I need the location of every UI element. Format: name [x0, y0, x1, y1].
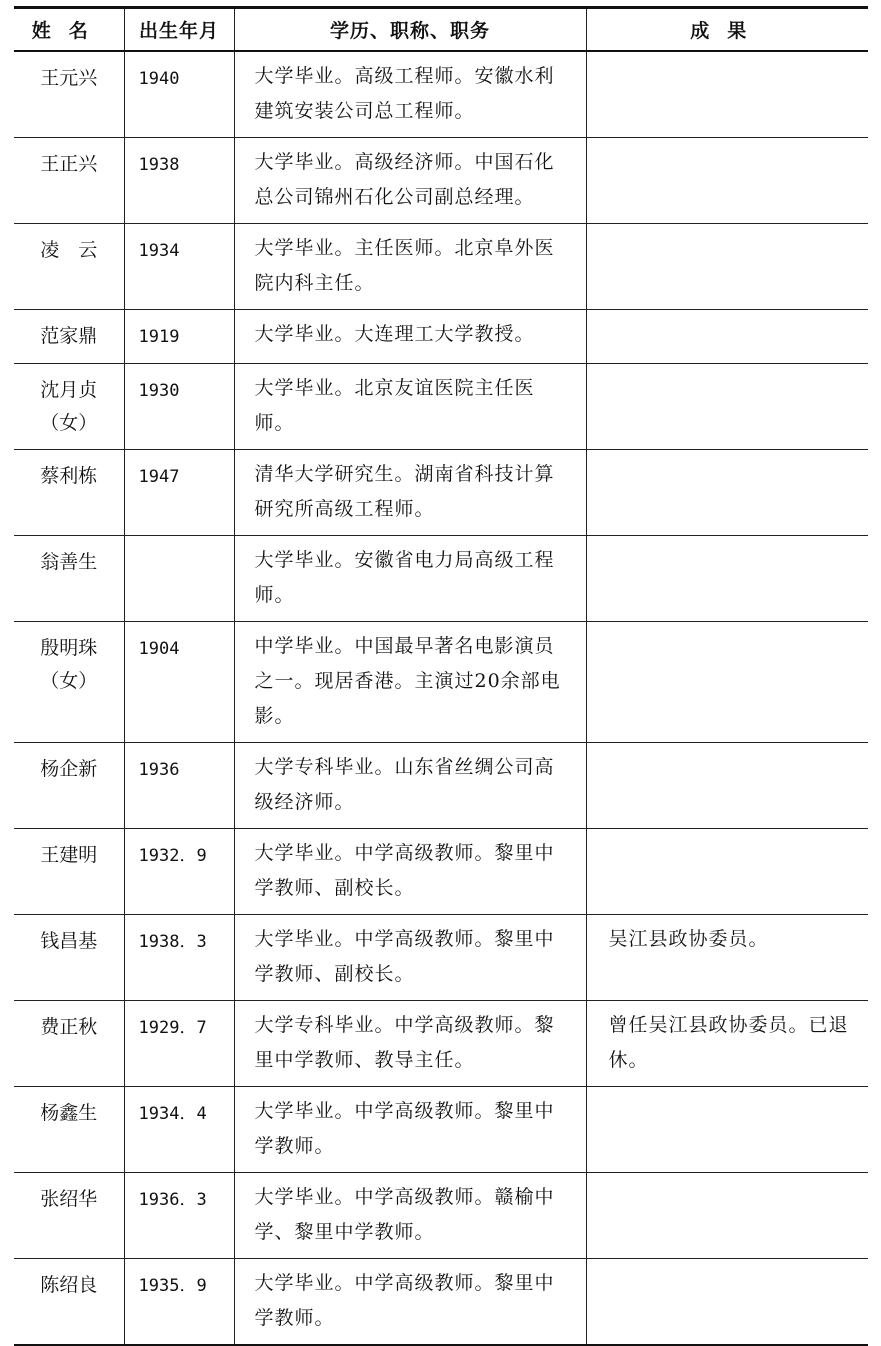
cell-birth: 1934．4 — [124, 1086, 234, 1172]
cell-education: 大学专科毕业。山东省丝绸公司高级经济师。 — [234, 742, 586, 828]
cell-name: 王元兴 — [40, 66, 98, 89]
table-body — [14, 51, 868, 1345]
cell-birth: 1904 — [124, 621, 234, 742]
cell-achievement — [586, 51, 868, 138]
cell-name: 凌 云 — [40, 238, 98, 261]
cell-birth: 1934 — [124, 223, 234, 309]
cell-name: 张绍华 — [40, 1187, 98, 1210]
table-row — [14, 51, 868, 138]
cell-name: 杨鑫生 — [40, 1101, 98, 1124]
cell-achievement — [586, 742, 868, 828]
cell-name: 殷明珠 （女） — [40, 636, 98, 692]
cell-birth: 1919 — [124, 309, 234, 363]
cell-achievement — [586, 449, 868, 535]
table-row — [14, 1086, 868, 1172]
cell-education: 大学专科毕业。中学高级教师。黎里中学教师、教导主任。 — [234, 1000, 586, 1086]
header-birth: 出生年月 — [124, 8, 234, 51]
table-row — [14, 449, 868, 535]
cell-education: 大学毕业。主任医师。北京阜外医院内科主任。 — [234, 223, 586, 309]
cell-birth: 1932．9 — [124, 828, 234, 914]
cell-birth: 1930 — [124, 363, 234, 449]
table-row — [14, 1258, 868, 1345]
table-row — [14, 363, 868, 449]
cell-name: 钱昌基 — [40, 929, 98, 952]
cell-name: 翁善生 — [40, 550, 98, 573]
cell-name: 范家鼎 — [40, 324, 98, 347]
cell-education: 大学毕业。中学高级教师。赣榆中学、黎里中学教师。 — [234, 1172, 586, 1258]
cell-achievement — [586, 1172, 868, 1258]
header-achievement: 成果 — [586, 8, 868, 51]
table-row — [14, 223, 868, 309]
cell-education: 大学毕业。高级经济师。中国石化总公司锦州石化公司副总经理。 — [234, 137, 586, 223]
table-row — [14, 742, 868, 828]
cell-achievement — [586, 621, 868, 742]
table-row — [14, 621, 868, 742]
cell-birth: 1940 — [124, 51, 234, 138]
cell-education: 大学毕业。安徽省电力局高级工程师。 — [234, 535, 586, 621]
header-education: 学历、职称、职务 — [234, 8, 586, 51]
cell-name: 杨企新 — [40, 757, 98, 780]
header-row — [14, 8, 868, 51]
table-row — [14, 535, 868, 621]
cell-education: 大学毕业。大连理工大学教授。 — [234, 309, 586, 363]
cell-education: 大学毕业。中学高级教师。黎里中学教师、副校长。 — [234, 828, 586, 914]
table-row — [14, 1000, 868, 1086]
table-row — [14, 914, 868, 1000]
cell-achievement: 曾任吴江县政协委员。已退休。 — [586, 1000, 868, 1086]
cell-achievement — [586, 1086, 868, 1172]
cell-birth — [124, 535, 234, 621]
table-row — [14, 137, 868, 223]
cell-achievement — [586, 535, 868, 621]
cell-birth: 1936．3 — [124, 1172, 234, 1258]
cell-education: 中学毕业。中国最早著名电影演员之一。现居香港。主演过20余部电影。 — [234, 621, 586, 742]
cell-birth: 1936 — [124, 742, 234, 828]
cell-birth: 1938 — [124, 137, 234, 223]
header-name: 姓名 — [31, 19, 106, 42]
cell-birth: 1947 — [124, 449, 234, 535]
document-page — [14, 6, 868, 1346]
cell-education: 清华大学研究生。湖南省科技计算研究所高级工程师。 — [234, 449, 586, 535]
cell-education: 大学毕业。中学高级教师。黎里中学教师。 — [234, 1086, 586, 1172]
cell-achievement — [586, 363, 868, 449]
cell-birth: 1929．7 — [124, 1000, 234, 1086]
cell-education: 大学毕业。高级工程师。安徽水利建筑安装公司总工程师。 — [234, 51, 586, 138]
cell-name: 王正兴 — [40, 152, 98, 175]
cell-achievement — [586, 223, 868, 309]
cell-name: 陈绍良 — [40, 1273, 98, 1296]
cell-education: 大学毕业。中学高级教师。黎里中学教师、副校长。 — [234, 914, 586, 1000]
cell-name: 蔡利栋 — [40, 464, 98, 487]
cell-birth: 1935．9 — [124, 1258, 234, 1345]
cell-achievement — [586, 137, 868, 223]
cell-achievement — [586, 828, 868, 914]
cell-name: 王建明 — [40, 843, 98, 866]
cell-birth: 1938．3 — [124, 914, 234, 1000]
table-row — [14, 828, 868, 914]
cell-education: 大学毕业。中学高级教师。黎里中学教师。 — [234, 1258, 586, 1345]
table-header — [14, 8, 868, 51]
cell-achievement — [586, 1258, 868, 1345]
cell-name: 费正秋 — [40, 1015, 98, 1038]
table-row — [14, 1172, 868, 1258]
cell-achievement: 吴江县政协委员。 — [586, 914, 868, 1000]
personnel-table — [14, 6, 868, 1346]
cell-name: 沈月贞 （女） — [40, 378, 98, 434]
cell-achievement — [586, 309, 868, 363]
table-row — [14, 309, 868, 363]
cell-education: 大学毕业。北京友谊医院主任医师。 — [234, 363, 586, 449]
